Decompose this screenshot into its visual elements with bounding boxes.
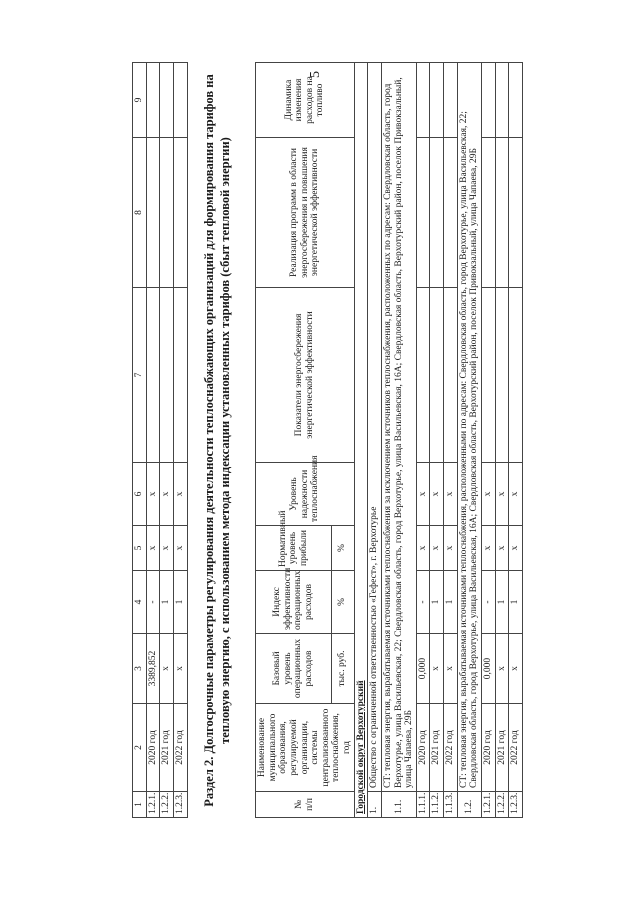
header-cell: 4 [133,570,147,633]
cell-reliability: x [495,462,509,525]
col-norm-header: Нормативный уровень прибыли [256,525,332,570]
cell-norm: x [509,525,523,570]
cell-index: 1 [444,570,458,633]
cell-base: x [444,633,458,703]
row-number: 1.2.1. [146,791,160,817]
cell-norm: x [160,525,174,570]
cell-index: - [146,570,160,633]
row-number: 1.2.2. [495,791,509,817]
cell-index: 1 [430,570,444,633]
header-cell: 6 [133,462,147,525]
organization-name: Общество с ограниченной ответственностью «Гефест», г. Верхотурье [368,62,382,791]
cell-empty [481,137,495,287]
unit-index: % [331,570,354,633]
table-row [160,62,174,817]
cell-empty [416,137,430,287]
row-number: 1. [368,791,382,817]
row-number: 1.1.2. [430,791,444,817]
row-number: 1.2.2. [160,791,174,817]
cell-reliability: x [173,462,187,525]
col-indicators-header: Показатели энергосбережения энергетической эффективности [256,287,355,462]
cell-base: x [160,633,174,703]
header-cell: 3 [133,633,147,703]
row-number: 1.2.1. [481,791,495,817]
system-row [457,62,481,817]
system-description: СТ: тепловая энергия, вырабатываемая источниками теплоснабжения, расположенными по адресам: Свердловская область, город Верхотурье, улица Васильевская, 22; Свердловская область, город Верхотурье, улица Васильевская, 16А; Свердловская область, Верхотурский район, поселок Привокзальный, улица Чапаева, 29Б [457,62,481,791]
cell-index: 1 [495,570,509,633]
cell-base: x [509,633,523,703]
table-row [444,62,458,817]
row-year: 2022 год [444,703,458,791]
unit-norm: % [331,525,354,570]
cell-empty [173,137,187,287]
row-number: 1.2.3. [509,791,523,817]
row-year: 2021 год [495,703,509,791]
cell-index: 1 [160,570,174,633]
col-base-header: Базовый уровень операционных расходов [256,633,332,703]
cell-norm: x [481,525,495,570]
cell-empty [173,62,187,137]
cell-empty [160,137,174,287]
cell-norm: x [416,525,430,570]
table-row [509,62,523,817]
cell-base: 0,000 [481,633,495,703]
cell-empty [146,287,160,462]
cell-empty [444,287,458,462]
section-title: Раздел 2. Долгосрочные параметры регулирования деятельности теплоснабжающих организаций для формирования тарифов на тепловую энергию, с использованием метода индексации установленных тарифов (сбыт тепловой энергии) [202,73,232,807]
continuation-header-row [133,62,147,817]
col-name-header: Наименование муниципального образования, регулируемой организации, системы централизованного теплоснабжения, год [256,703,355,791]
page-number: 5 [308,70,323,78]
cell-empty [444,137,458,287]
table-row [495,62,509,817]
cell-empty [509,137,523,287]
table-row [173,62,187,817]
organization-row [368,62,382,817]
cell-index: - [481,570,495,633]
cell-empty [430,62,444,137]
cell-empty [495,287,509,462]
district-name [354,62,368,817]
cell-norm: x [444,525,458,570]
row-number: 1.1.3. [444,791,458,817]
col-fuel-header: Динамика изменения расходов на топливо [256,62,355,137]
parameters-table [255,62,523,818]
row-number: 1.2. [457,791,481,817]
cell-index: 1 [509,570,523,633]
table-row [146,62,160,817]
header-cell: 5 [133,525,147,570]
col-index-header: Индекс эффективности операционных расходов [256,570,332,633]
cell-empty [509,287,523,462]
cell-reliability: x [416,462,430,525]
rotated-landscape-page [40,53,600,853]
cell-empty [173,287,187,462]
cell-reliability: x [509,462,523,525]
cell-empty [481,287,495,462]
district-row [354,62,368,817]
header-cell: 8 [133,137,147,287]
cell-empty [146,137,160,287]
cell-reliability: x [430,462,444,525]
cell-empty [160,287,174,462]
cell-reliability: x [444,462,458,525]
cell-empty [509,62,523,137]
system-row [381,62,416,817]
row-number: 1.1.1. [416,791,430,817]
cell-norm: x [173,525,187,570]
cell-empty [495,62,509,137]
cell-empty [430,287,444,462]
cell-empty [444,62,458,137]
row-year: 2020 год [416,703,430,791]
cell-empty [416,62,430,137]
table-row [430,62,444,817]
cell-base: x [495,633,509,703]
table-row [416,62,430,817]
continuation-table [132,62,188,818]
cell-index: - [416,570,430,633]
cell-empty [481,62,495,137]
district-label: Городской округ Верхотурский [355,679,366,814]
col-programs-header: Реализация программ в области энергосбережения и повышения энергетической эффективности [256,137,355,287]
row-number: 1.1. [381,791,416,817]
row-year: 2020 год [146,703,160,791]
cell-reliability: x [160,462,174,525]
row-year: 2021 год [160,703,174,791]
cell-base: x [430,633,444,703]
cell-base: 0,000 [416,633,430,703]
col-reliability-header: Уровень надежности теплоснабжения [256,462,355,525]
row-number: 1.2.3. [173,791,187,817]
unit-base: тыс. руб. [331,633,354,703]
header-cell: 9 [133,62,147,137]
cell-index: 1 [173,570,187,633]
cell-empty [146,62,160,137]
cell-empty [160,62,174,137]
cell-norm: x [146,525,160,570]
row-year: 2022 год [173,703,187,791]
row-year: 2022 год [509,703,523,791]
header-cell: 1 [133,791,147,817]
cell-empty [430,137,444,287]
row-year: 2021 год [430,703,444,791]
header-row [256,62,332,817]
cell-norm: x [430,525,444,570]
row-year: 2020 год [481,703,495,791]
cell-reliability: x [146,462,160,525]
cell-reliability: x [481,462,495,525]
header-cell: 7 [133,287,147,462]
table-row [481,62,495,817]
cell-norm: x [495,525,509,570]
header-cell: 2 [133,703,147,791]
system-description: СТ: тепловая энергия, вырабатываемая источниками теплоснабжения за исключением источников теплоснабжения, расположенных по адресам: Свердловская область, город Верхотурье, улица Васильевская, 22; Свердловская область, город Верхотурье, улица Васильевская, 16А; Свердловская область, Верхотурский район, поселок Привокзальный, улица Чапаева, 29Б [381,62,416,791]
cell-empty [495,137,509,287]
cell-base: 3389,852 [146,633,160,703]
cell-base: x [173,633,187,703]
col-number-header: № п/п [256,791,355,817]
cell-empty [416,287,430,462]
